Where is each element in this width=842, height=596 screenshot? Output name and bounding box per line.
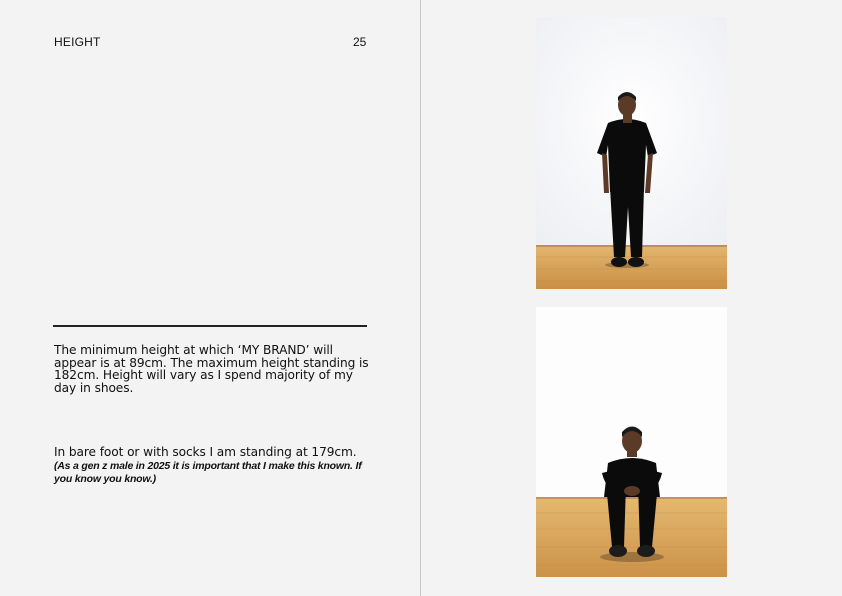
barefoot-height-paragraph	[54, 446, 369, 486]
standing-photo	[536, 17, 727, 289]
barefoot-height-text: In bare foot or with socks I am standing at 179cm.	[54, 445, 357, 459]
divider-rule	[53, 325, 367, 327]
height-range-paragraph: The minimum height at which ‘MY BRAND’ will appear is at 89cm. The maximum height standing is 182cm. Height will vary as I spend majority of my day in shoes.	[54, 343, 369, 395]
section-title: HEIGHT	[54, 35, 101, 49]
gen-z-note: (As a gen z male in 2025 it is important that I make this known. If you know you know.)	[54, 459, 362, 486]
page-number: 25	[353, 35, 367, 49]
seated-photo	[536, 307, 727, 577]
